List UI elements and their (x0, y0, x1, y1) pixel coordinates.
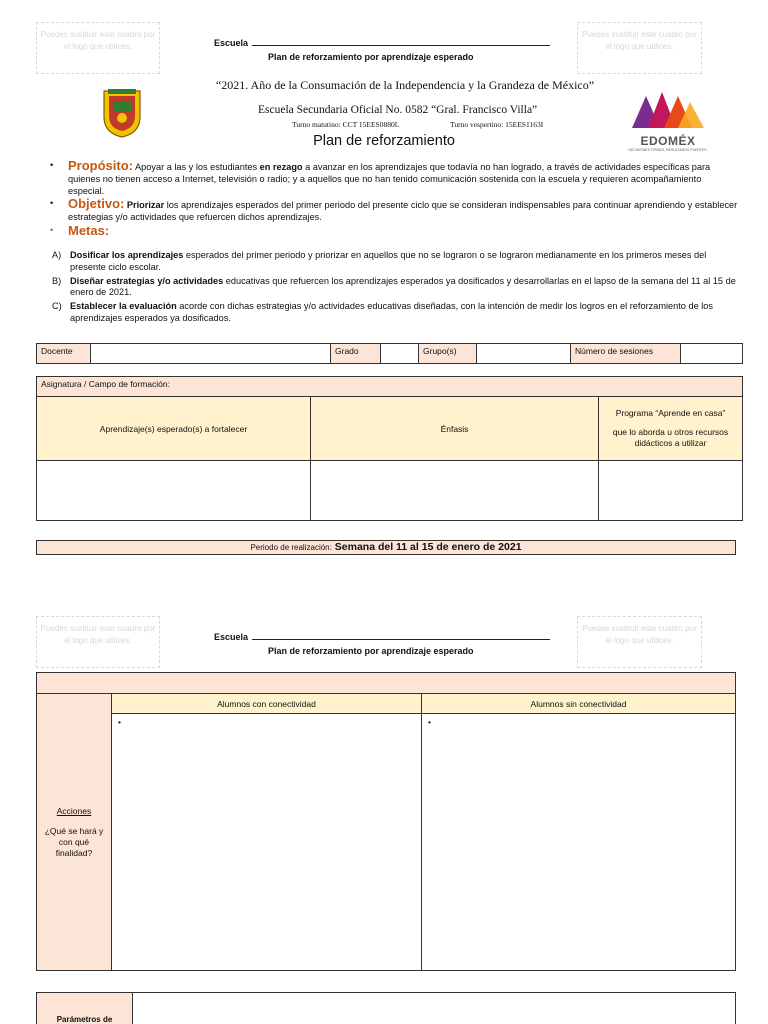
periodo-value: Semana del 11 al 15 de enero de 2021 (331, 541, 522, 553)
edomex-mark-icon (628, 88, 708, 130)
meta-bold: Diseñar estrategias y/o actividades (70, 275, 224, 286)
programa-header-line1: Programa “Aprende en casa” (615, 408, 726, 418)
acciones-top-band (37, 673, 736, 694)
metas-heading (50, 222, 740, 239)
parametros-table (36, 992, 736, 1024)
bullet-icon: • (50, 224, 54, 235)
acciones-label-cell (37, 694, 112, 971)
objetivo-text: los aprendizajes esperados del primer periodo del presente ciclo que se consideran indispensables para continuar aprendiendo y establecer estrategias y/o actividades que refuercen dichos aprendizajes. (68, 200, 738, 223)
parametros-cell[interactable] (133, 993, 736, 1024)
sin-conectividad-cell[interactable] (422, 714, 736, 971)
meta-bold: Establecer la evaluación (70, 301, 177, 312)
parametros-label: Parámetros de (37, 993, 133, 1024)
grupos-field[interactable] (477, 344, 571, 364)
meta-item (52, 301, 742, 325)
bullet-icon: • (118, 717, 121, 727)
periodo-label: Periodo de realización: (250, 543, 332, 552)
enfasis-cell[interactable] (311, 461, 599, 521)
proposito-paragraph (50, 160, 740, 197)
logo-placeholder-right: Puedes sustituir este cuadro por el logo que utilices. (577, 22, 702, 74)
logo-placeholder-left: Puedes sustituir este cuadro por el logo que utilices. (36, 22, 160, 74)
sesiones-label: Número de sesiones (571, 344, 681, 364)
school-name: Escuela Secundaria Oficial No. 0582 “Gral. Francisco Villa” (258, 104, 538, 116)
grado-label: Grado (331, 344, 381, 364)
programa-header-line2: que lo aborda u otros recursos didácticos a utilizar (612, 427, 729, 448)
programa-header (599, 397, 743, 461)
meta-bold: Dosificar los aprendizajes (70, 250, 184, 260)
year-motto: “2021. Año de la Consumación de la Independencia y la Grandeza de México” (215, 78, 595, 92)
school-underline-2 (252, 631, 550, 640)
aprendizaje-header: Aprendizaje(s) esperado(s) a fortalecer (37, 397, 311, 461)
state-seal-icon (100, 87, 144, 139)
school-underline (252, 37, 550, 46)
meta-text: esperados del primer periodo y priorizar en aquellos que no se lograron o se lograron medianamente en los primeros meses del presente ciclo escolar. (70, 250, 707, 272)
acciones-label: Acciones (56, 805, 92, 816)
shift-morning: Turno matutino: CCT 15EES0880L (292, 120, 400, 129)
proposito-bold: en rezago (259, 162, 303, 172)
meta-text: acorde con dichas estrategias y/o actividades educativas diseñadas, con la intención de medir los logros en el reforzamiento de los aprendizajes esperados ya dosificados. (70, 301, 713, 323)
asignatura-header: Asignatura / Campo de formación: (37, 377, 743, 397)
metas-label: Metas: (68, 222, 110, 238)
plan-subtitle: Plan de reforzamiento por aprendizaje esperado (268, 52, 474, 62)
objetivo-bold: Priorizar (124, 200, 165, 211)
school-label-2: Escuela (214, 632, 249, 642)
sin-conectividad-header: Alumnos sin conectividad (422, 694, 736, 714)
meta-letter: C) (52, 301, 62, 312)
bullet-icon: • (428, 717, 431, 727)
meta-text: educativas que refuercen los aprendizajes esperados ya dosificados y desarrollarlas en el lapso de la semana del 11 al 15 de enero de 2021. (70, 275, 736, 298)
metas-list (52, 250, 742, 327)
teacher-info-table (36, 343, 743, 364)
grado-field[interactable] (381, 344, 419, 364)
purpose-section (50, 160, 740, 239)
aprendizaje-cell[interactable] (37, 461, 311, 521)
docente-field[interactable] (91, 344, 331, 364)
edomex-logo-text: EDOMÉX (640, 134, 696, 148)
acciones-question: ¿Qué se hará y con qué finalidad? (44, 825, 104, 858)
docente-label: Docente (37, 344, 91, 364)
proposito-text-2: a avanzar en los aprendizajes que todavía no han logrado, a través de actividades específicas para quienes no tienen acceso a Internet, televisión o radio; y a aquellos que no han tenido comunicación sostenida con la escuela y requieren acompañamiento especial. (68, 162, 711, 196)
school-label: Escuela (214, 38, 249, 48)
objetivo-paragraph (50, 198, 740, 224)
proposito-text-1: Apoyar a las y los estudiantes (133, 162, 260, 172)
sesiones-field[interactable] (681, 344, 743, 364)
programa-cell[interactable] (599, 461, 743, 521)
shift-evening: Turno vespertino: 15EES1163I (450, 120, 544, 129)
grupos-label: Grupo(s) (419, 344, 477, 364)
objetivo-label: Objetivo: (68, 196, 125, 212)
bullet-icon: • (50, 198, 54, 209)
main-title: Plan de reforzamiento (313, 133, 455, 149)
meta-item (52, 250, 742, 274)
meta-letter: A) (52, 250, 62, 260)
con-conectividad-header: Alumnos con conectividad (112, 694, 422, 714)
con-conectividad-cell[interactable] (112, 714, 422, 971)
meta-item (52, 276, 742, 300)
proposito-label: Propósito: (68, 158, 133, 173)
asignatura-table (36, 376, 743, 521)
acciones-table (36, 672, 736, 971)
school-field-2 (214, 631, 550, 642)
plan-subtitle-2: Plan de reforzamiento por aprendizaje esperado (268, 646, 474, 656)
enfasis-header: Énfasis (311, 397, 599, 461)
periodo-bar (36, 540, 736, 555)
edomex-tagline: DECISIONES FIRMES, RESULTADOS FUERTES. (628, 148, 708, 152)
bullet-icon: • (50, 160, 54, 170)
logo-placeholder-left-2: Puedes sustituir este cuadro por el logo que utilices. (36, 616, 160, 668)
logo-placeholder-right-2: Puedes sustituir este cuadro por el logo que utilices. (577, 616, 702, 668)
school-field (214, 37, 550, 48)
meta-letter: B) (52, 275, 62, 286)
